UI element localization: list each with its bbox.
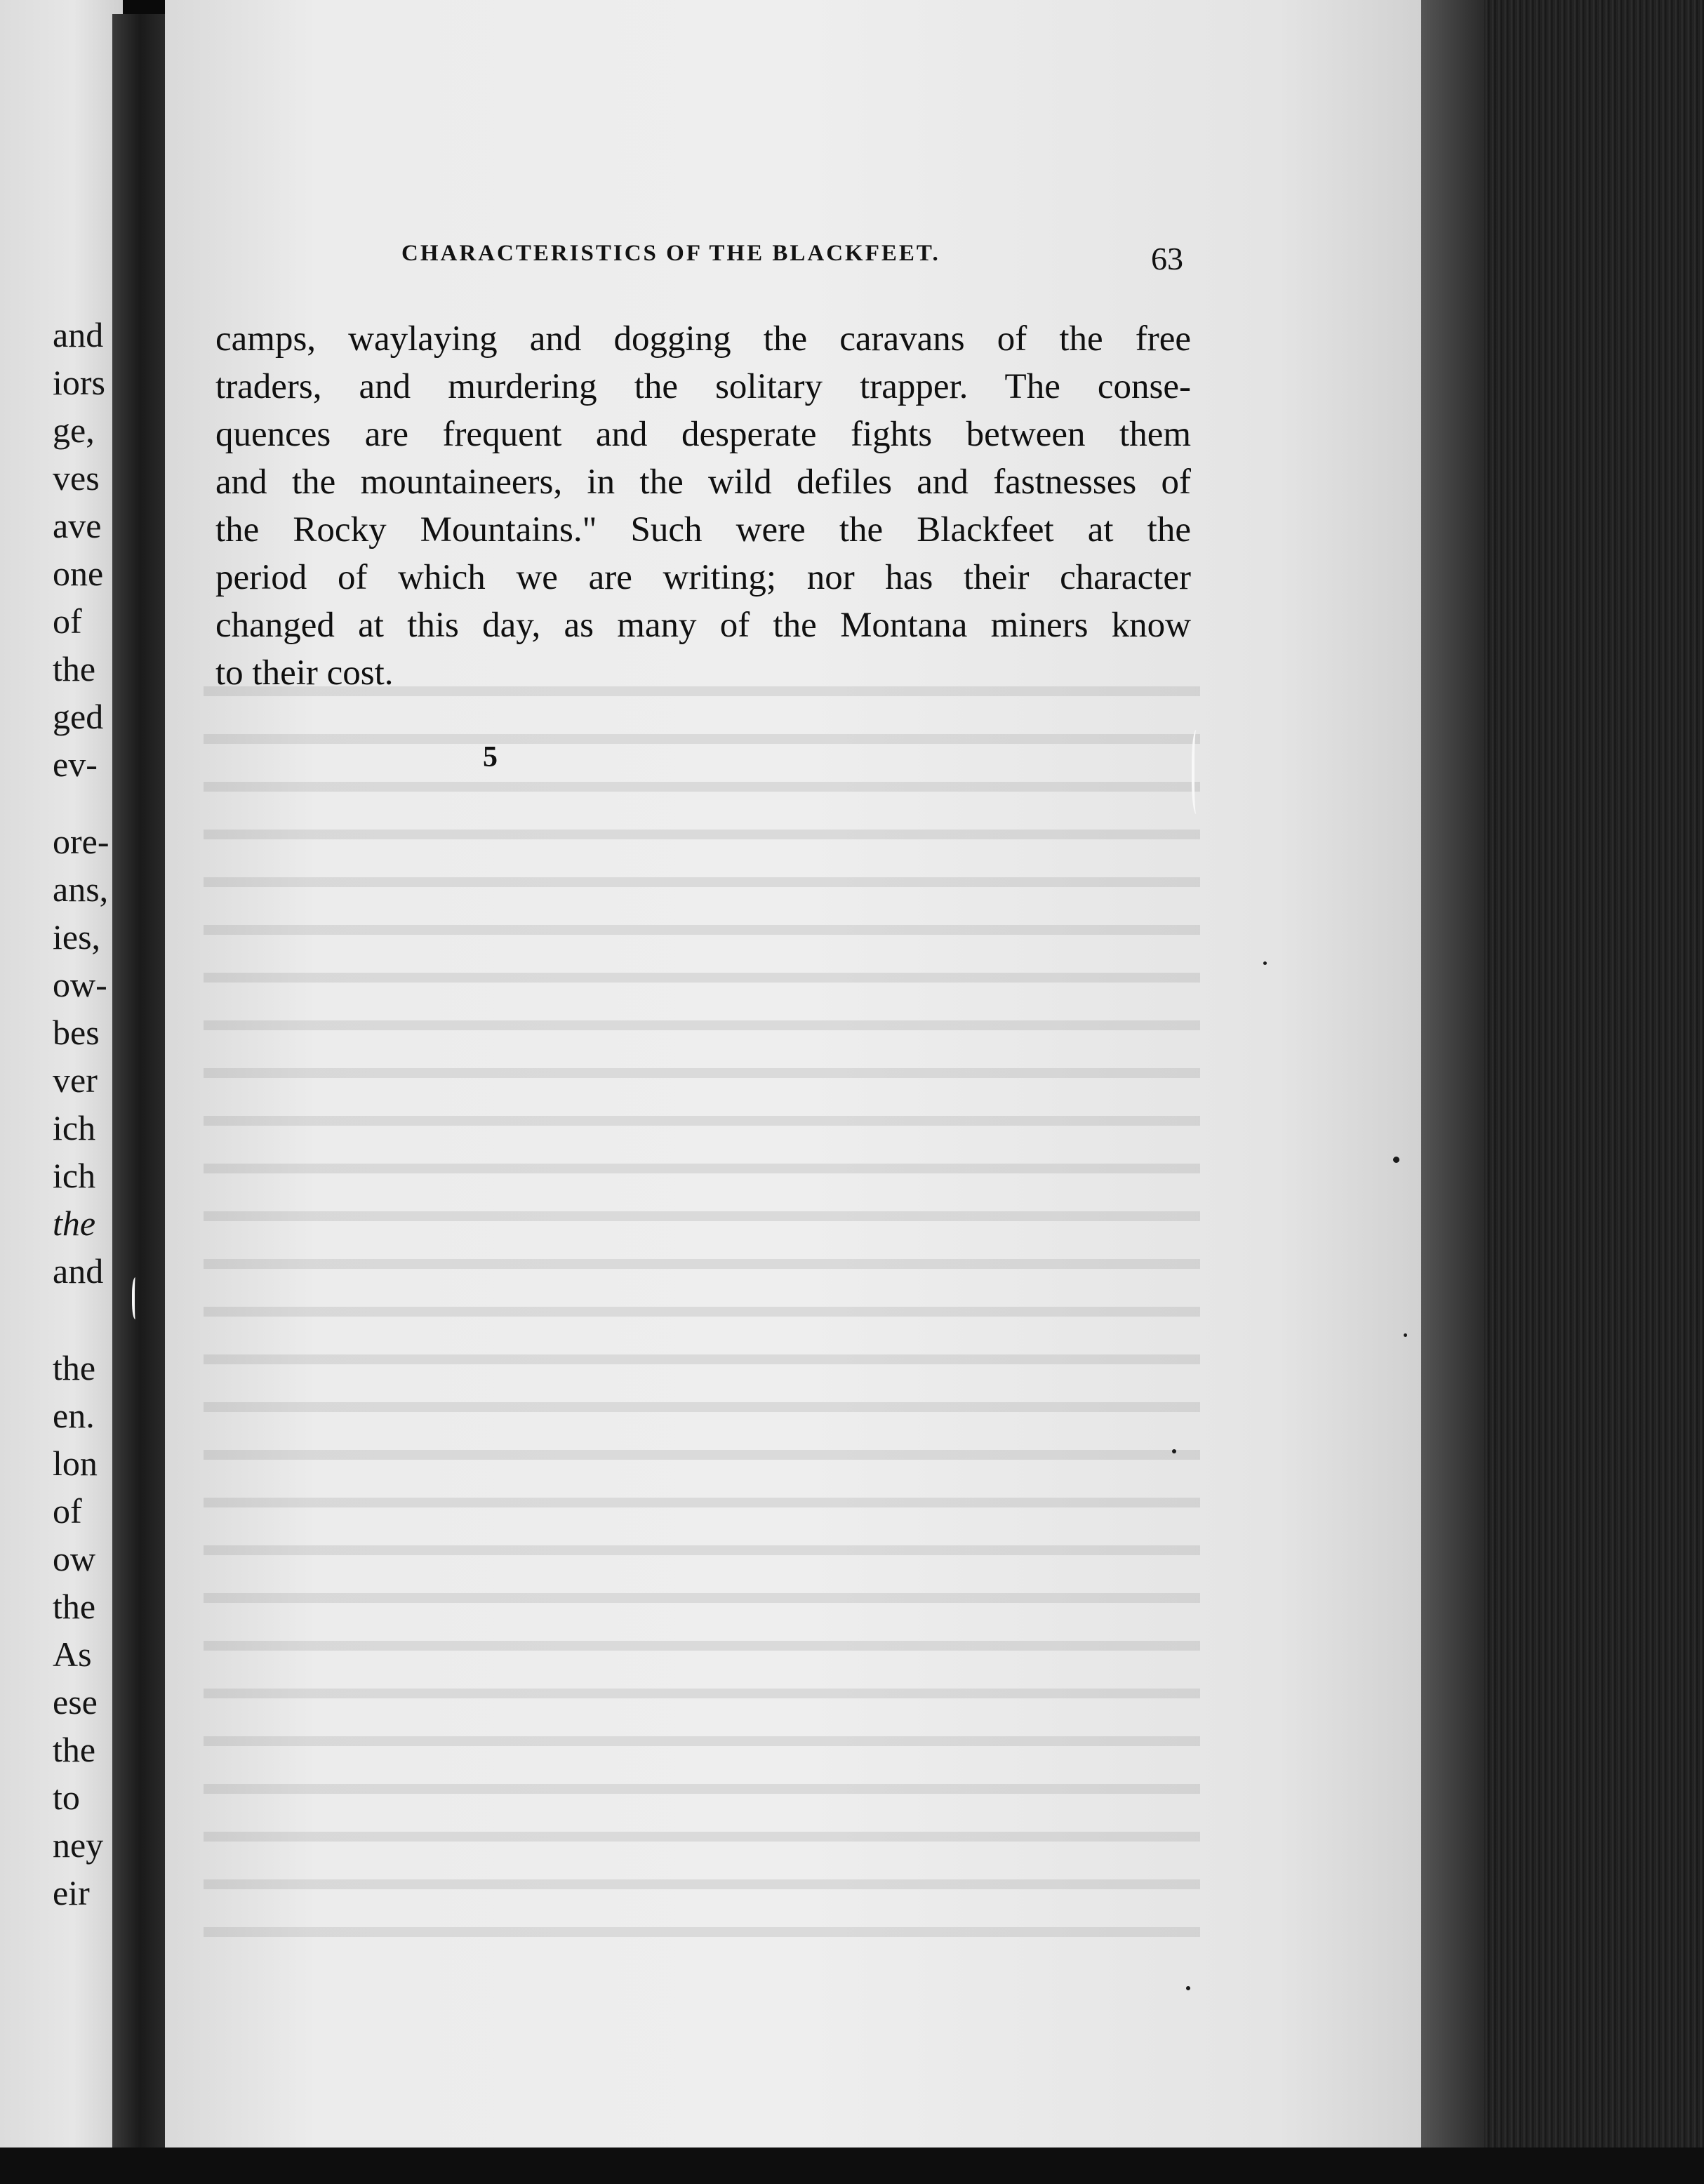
scan-border: [0, 2148, 1704, 2184]
running-head: CHARACTERISTICS OF THE BLACKFEET.: [401, 241, 940, 266]
left-line: of: [53, 601, 82, 641]
scan-scratch: [1192, 730, 1203, 814]
left-line: eir: [53, 1873, 90, 1912]
left-line: of: [53, 1491, 82, 1531]
left-line: one: [53, 554, 104, 593]
left-line: the: [53, 649, 96, 688]
left-line: to: [53, 1778, 80, 1817]
left-line: the: [53, 1730, 96, 1769]
left-line: ich: [53, 1156, 96, 1195]
left-line: ave: [53, 506, 102, 545]
page-number: 63: [1151, 241, 1183, 277]
body-line: traders, and murdering the solitary trapper. The conse-: [215, 367, 1191, 406]
left-line: ow: [53, 1539, 96, 1578]
left-line: ore-: [53, 822, 109, 861]
left-line: ese: [53, 1682, 98, 1722]
left-line: ies,: [53, 917, 101, 957]
left-line: and: [53, 315, 104, 354]
left-facing-page: [0, 0, 123, 2148]
left-line: ev-: [53, 745, 98, 784]
left-line: en.: [53, 1396, 95, 1435]
left-line: bes: [53, 1013, 100, 1052]
body-line: camps, waylaying and dogging the caravans of the free: [215, 319, 1191, 359]
scan-speck: [1186, 1986, 1190, 1990]
body-line: changed at this day, as many of the Montana miners know: [215, 606, 1191, 645]
body-line: and the mountaineers, in the wild defiles and fastnesses of: [215, 462, 1191, 502]
scan-speck: [1404, 1333, 1407, 1337]
body-line: the Rocky Mountains." Such were the Blackfeet at the: [215, 510, 1191, 550]
left-line: ow-: [53, 965, 107, 1004]
scan-scratch: [132, 1277, 140, 1319]
body-line: to their cost.: [215, 653, 394, 693]
footnote-marker: 5: [483, 741, 498, 773]
left-line: ge,: [53, 411, 95, 450]
left-line: ver: [53, 1060, 98, 1100]
left-line: the: [53, 1204, 96, 1243]
left-line: ans,: [53, 870, 109, 909]
page-edges-shade: [1421, 0, 1484, 2184]
scan-speck: [1263, 961, 1267, 965]
left-line: lon: [53, 1444, 98, 1483]
left-line: ich: [53, 1108, 96, 1147]
left-line: and: [53, 1251, 104, 1291]
left-line: the: [53, 1348, 96, 1387]
left-line: ves: [53, 458, 100, 498]
left-line: iors: [53, 363, 105, 402]
left-line: ney: [53, 1825, 104, 1865]
body-line: period of which we are writing; nor has their character: [215, 558, 1191, 597]
scan-speck: [1393, 1157, 1399, 1163]
show-through-text: [204, 660, 1200, 1944]
left-line: As: [53, 1634, 92, 1674]
left-line: the: [53, 1587, 96, 1626]
body-line: quences are frequent and desperate fights between them: [215, 415, 1191, 454]
scan-speck: [1172, 1449, 1176, 1453]
book-gutter: [112, 14, 168, 2148]
left-line: ged: [53, 697, 104, 736]
